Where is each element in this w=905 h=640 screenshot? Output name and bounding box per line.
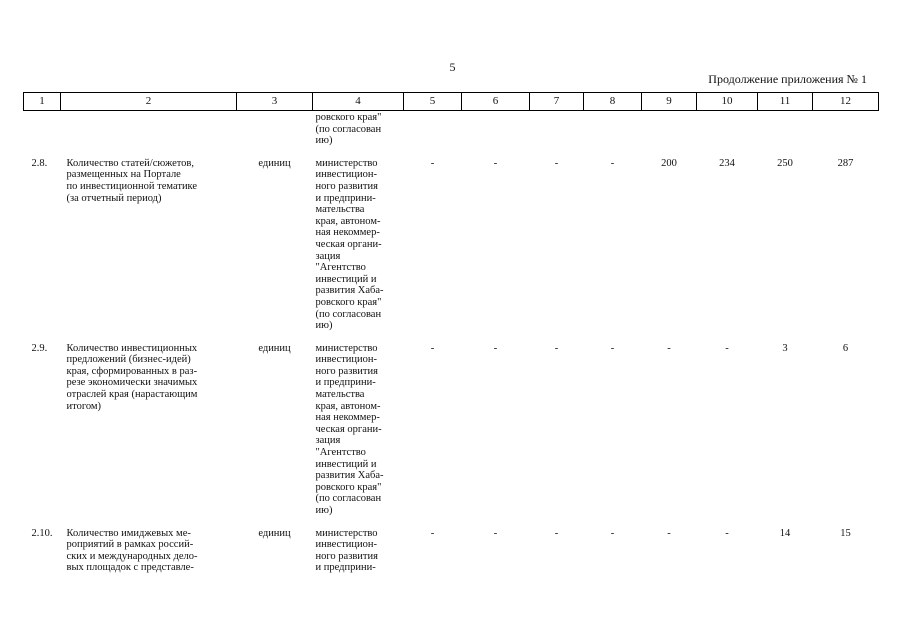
value-col-9: 200 bbox=[661, 157, 677, 169]
executor-line: (по согласован bbox=[315, 308, 382, 320]
name-line: резе экономически значимых bbox=[66, 377, 198, 389]
executor-line: мательства bbox=[315, 204, 365, 216]
executor-line: инвестиций и bbox=[315, 458, 377, 470]
executor-line: ного развития bbox=[315, 550, 378, 562]
name-line: роприятий в рамках россий- bbox=[66, 539, 194, 551]
executor-line: края, автоном- bbox=[315, 400, 381, 412]
header-col-5: 5 bbox=[404, 93, 462, 111]
value-col-10: - bbox=[725, 527, 729, 539]
value-col-10: 234 bbox=[719, 157, 735, 169]
unit: единиц bbox=[258, 527, 291, 539]
name-line: размещенных на Портале bbox=[66, 169, 181, 181]
executor-line: "Агентство bbox=[315, 262, 366, 274]
indicator-name bbox=[61, 153, 237, 338]
executor-line: инвестицион- bbox=[315, 539, 378, 551]
value-col-7: - bbox=[554, 157, 559, 169]
value-col-6: - bbox=[493, 342, 498, 354]
name-line: Количество инвестиционных bbox=[66, 342, 198, 354]
executor-line: ию) bbox=[315, 135, 333, 147]
value-col-7: - bbox=[554, 527, 559, 539]
name-line: вых площадок с представле- bbox=[66, 562, 194, 574]
value-col-5: - bbox=[430, 527, 435, 539]
executor-line: мательства bbox=[315, 389, 365, 401]
header-col-4: 4 bbox=[313, 93, 404, 111]
executor-line: ческая органи- bbox=[315, 238, 382, 250]
row-number: 2.10. bbox=[31, 527, 53, 539]
continuation-executor-cell bbox=[313, 111, 404, 153]
value-col-9: - bbox=[667, 527, 671, 539]
executor-line: и предприни- bbox=[315, 192, 376, 204]
name-line: отраслей края (нарастающим bbox=[66, 389, 198, 401]
value-col-11: 14 bbox=[779, 527, 791, 539]
row-number: 2.8. bbox=[31, 157, 48, 169]
executor-line: развития Хаба- bbox=[315, 285, 384, 297]
executor-line: "Агентство bbox=[315, 447, 366, 459]
executor-line: ровского края" bbox=[315, 481, 382, 493]
appendix-continuation-note: Продолжение приложения № 1 bbox=[708, 72, 867, 86]
executor-line: ровского края" bbox=[315, 112, 382, 123]
header-col-8: 8 bbox=[584, 93, 642, 111]
table-header-row bbox=[24, 93, 879, 111]
continuation-row bbox=[24, 111, 879, 153]
value-col-5: - bbox=[430, 342, 435, 354]
name-line: предложений (бизнес-идей) bbox=[66, 354, 191, 366]
executor-line: ию) bbox=[315, 320, 333, 332]
table-row bbox=[24, 153, 879, 338]
value-col-10: - bbox=[725, 342, 729, 354]
table-row bbox=[24, 338, 879, 523]
header-col-3: 3 bbox=[237, 93, 313, 111]
executor-line: развития Хаба- bbox=[315, 470, 384, 482]
header-col-12: 12 bbox=[813, 93, 879, 111]
name-line: Количество статей/сюжетов, bbox=[66, 157, 195, 169]
value-col-7: - bbox=[554, 342, 559, 354]
executor-line: инвестиций и bbox=[315, 273, 377, 285]
value-col-11: 3 bbox=[782, 342, 788, 354]
header-col-1: 1 bbox=[24, 93, 61, 111]
executor-line: зация bbox=[315, 250, 341, 262]
header-col-11: 11 bbox=[758, 93, 813, 111]
value-col-9: - bbox=[667, 342, 671, 354]
executor bbox=[313, 338, 404, 523]
header-col-7: 7 bbox=[530, 93, 584, 111]
name-line: края, сформированных в раз- bbox=[66, 365, 198, 377]
executor-line: ровского края" bbox=[315, 296, 382, 308]
executor bbox=[313, 153, 404, 338]
executor-line: зация bbox=[315, 435, 341, 447]
value-col-6: - bbox=[493, 527, 498, 539]
indicator-name bbox=[61, 523, 237, 580]
executor bbox=[313, 523, 404, 580]
row-number: 2.9. bbox=[31, 342, 48, 354]
indicators-table bbox=[23, 92, 879, 580]
value-col-6: - bbox=[493, 157, 498, 169]
executor-line: ческая органи- bbox=[315, 423, 382, 435]
value-col-8: - bbox=[610, 157, 615, 169]
name-line: Количество имиджевых ме- bbox=[66, 527, 191, 539]
name-line: по инвестиционной тематике bbox=[66, 180, 198, 192]
executor-line: инвестицион- bbox=[315, 354, 378, 366]
executor-line: и предприни- bbox=[315, 377, 376, 389]
executor-line: министерство bbox=[315, 527, 378, 539]
executor-line: ного развития bbox=[315, 365, 378, 377]
page-number: 5 bbox=[449, 60, 456, 74]
value-col-8: - bbox=[610, 342, 615, 354]
header-col-6: 6 bbox=[462, 93, 530, 111]
executor-line: инвестицион- bbox=[315, 169, 378, 181]
name-line: ских и международных дело- bbox=[66, 550, 198, 562]
unit: единиц bbox=[258, 157, 291, 169]
name-line: итогом) bbox=[66, 400, 102, 412]
executor-line: министерство bbox=[315, 157, 378, 169]
executor-line: (по согласован bbox=[315, 493, 382, 505]
executor-line: края, автоном- bbox=[315, 215, 381, 227]
value-col-12: 15 bbox=[840, 527, 851, 539]
executor-line: ию) bbox=[315, 505, 333, 516]
value-col-11: 250 bbox=[777, 157, 793, 169]
executor-line: и предприни- bbox=[315, 562, 376, 574]
value-col-8: - bbox=[610, 527, 615, 539]
value-col-12: 287 bbox=[837, 157, 854, 169]
header-col-9: 9 bbox=[642, 93, 697, 111]
executor-line: ная некоммер- bbox=[315, 227, 380, 239]
executor-line: ного развития bbox=[315, 180, 378, 192]
header-col-2: 2 bbox=[61, 93, 237, 111]
value-col-5: - bbox=[430, 157, 435, 169]
header-col-10: 10 bbox=[697, 93, 758, 111]
unit: единиц bbox=[258, 342, 291, 354]
name-line: (за отчетный период) bbox=[66, 192, 162, 204]
executor-line: ная некоммер- bbox=[315, 412, 380, 424]
executor-line: (по согласован bbox=[315, 123, 382, 135]
indicator-name bbox=[61, 338, 237, 523]
table-row bbox=[24, 523, 879, 580]
executor-line: министерство bbox=[315, 342, 378, 354]
value-col-12: 6 bbox=[842, 342, 849, 354]
